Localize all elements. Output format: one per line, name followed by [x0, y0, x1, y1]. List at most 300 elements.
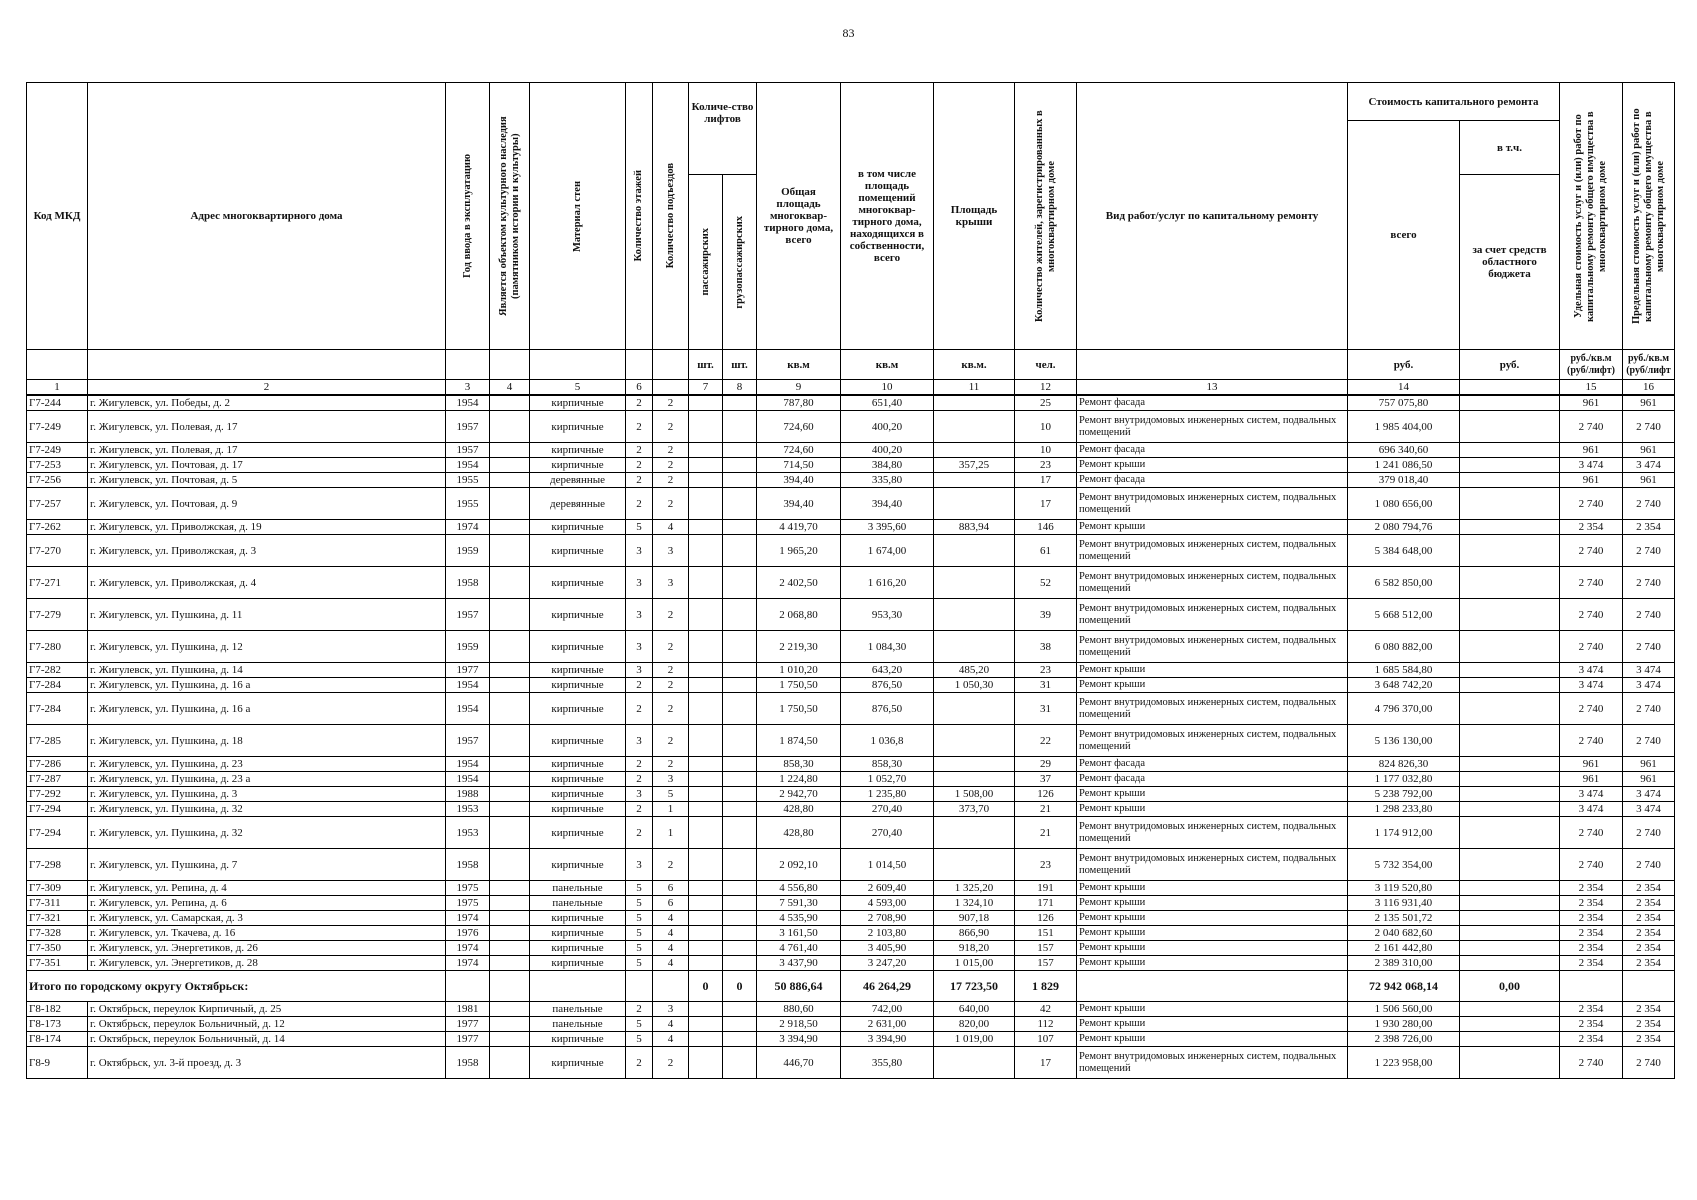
table-row	[27, 725, 1675, 757]
owned-area: 876,50	[841, 678, 934, 693]
total-area: 446,70	[757, 1047, 841, 1079]
cost-total: 6 582 850,00	[1348, 567, 1460, 599]
address: г. Жигулевск, ул. Энергетиков, д. 26	[88, 941, 446, 956]
roof-area	[934, 849, 1015, 881]
heritage	[490, 1047, 530, 1079]
roof-area: 1 325,20	[934, 881, 1015, 896]
address: г. Жигулевск, ул. Репина, д. 4	[88, 881, 446, 896]
roof-area: 640,00	[934, 1002, 1015, 1017]
passenger-lifts	[689, 1002, 723, 1017]
roof-area: 357,25	[934, 458, 1015, 473]
owned-area: 2 103,80	[841, 926, 934, 941]
entrances: 2	[653, 599, 689, 631]
total-area: 4 556,80	[757, 881, 841, 896]
mkd-code: Г7-244	[27, 395, 88, 411]
heritage	[490, 1032, 530, 1047]
cost-regional	[1460, 1002, 1560, 1017]
cost-total: 5 732 354,00	[1348, 849, 1460, 881]
max-cost: 3 474	[1623, 787, 1675, 802]
heritage	[490, 663, 530, 678]
work-type: Ремонт крыши	[1077, 926, 1348, 941]
column-number: 16	[1623, 380, 1675, 396]
heritage	[490, 488, 530, 520]
table-row	[27, 599, 1675, 631]
cost-total: 696 340,60	[1348, 443, 1460, 458]
year: 1954	[446, 458, 490, 473]
heritage	[490, 599, 530, 631]
year: 1977	[446, 663, 490, 678]
owned-area: 270,40	[841, 817, 934, 849]
address: г. Жигулевск, ул. Пушкина, д. 32	[88, 802, 446, 817]
owned-area: 2 708,90	[841, 911, 934, 926]
unit-cost: 2 354	[1560, 1002, 1623, 1017]
floors: 5	[626, 1032, 653, 1047]
entrances: 4	[653, 911, 689, 926]
unit-sqm: кв.м	[757, 350, 841, 380]
max-cost: 3 474	[1623, 663, 1675, 678]
entrances: 2	[653, 631, 689, 663]
wall-material: кирпичные	[530, 395, 626, 411]
subtotal-roof-area: 17 723,50	[934, 971, 1015, 1002]
passenger-lifts	[689, 693, 723, 725]
year: 1958	[446, 1047, 490, 1079]
roof-area	[934, 725, 1015, 757]
freight-lifts	[723, 458, 757, 473]
freight-lifts	[723, 1047, 757, 1079]
work-type: Ремонт крыши	[1077, 896, 1348, 911]
heritage	[490, 458, 530, 473]
freight-lifts	[723, 802, 757, 817]
entrances: 3	[653, 535, 689, 567]
year: 1974	[446, 520, 490, 535]
table-row	[27, 411, 1675, 443]
year: 1981	[446, 1002, 490, 1017]
cost-regional	[1460, 488, 1560, 520]
passenger-lifts	[689, 956, 723, 971]
header-entrances: Количество подъездов	[664, 163, 676, 269]
freight-lifts	[723, 787, 757, 802]
wall-material: кирпичные	[530, 678, 626, 693]
heritage	[490, 941, 530, 956]
wall-material: кирпичные	[530, 663, 626, 678]
passenger-lifts	[689, 631, 723, 663]
table-row	[27, 567, 1675, 599]
roof-area: 1 324,10	[934, 896, 1015, 911]
wall-material: кирпичные	[530, 772, 626, 787]
column-number: 1	[27, 380, 88, 396]
year: 1957	[446, 443, 490, 458]
entrances: 3	[653, 1002, 689, 1017]
max-cost: 961	[1623, 473, 1675, 488]
residents: 112	[1015, 1017, 1077, 1032]
owned-area: 3 394,90	[841, 1032, 934, 1047]
entrances: 2	[653, 849, 689, 881]
work-type: Ремонт фасада	[1077, 757, 1348, 772]
cost-regional	[1460, 926, 1560, 941]
residents: 126	[1015, 911, 1077, 926]
header-work-type: Вид работ/услуг по капитальному ремонту	[1077, 83, 1348, 350]
roof-area: 918,20	[934, 941, 1015, 956]
mkd-code: Г7-350	[27, 941, 88, 956]
unit-cost: 3 474	[1560, 458, 1623, 473]
passenger-lifts	[689, 941, 723, 956]
passenger-lifts	[689, 926, 723, 941]
roof-area	[934, 772, 1015, 787]
floors: 5	[626, 926, 653, 941]
cost-regional	[1460, 849, 1560, 881]
owned-area: 876,50	[841, 693, 934, 725]
owned-area: 742,00	[841, 1002, 934, 1017]
floors: 5	[626, 941, 653, 956]
heritage	[490, 772, 530, 787]
cost-regional	[1460, 693, 1560, 725]
header-roof-area: Площадь крыши	[934, 83, 1015, 350]
cost-total: 4 796 370,00	[1348, 693, 1460, 725]
unit-cost: 2 354	[1560, 911, 1623, 926]
total-area: 2 918,50	[757, 1017, 841, 1032]
work-type: Ремонт внутридомовых инженерных систем, подвальных помещений	[1077, 411, 1348, 443]
mkd-code: Г8-182	[27, 1002, 88, 1017]
year: 1957	[446, 599, 490, 631]
table-row	[27, 757, 1675, 772]
year: 1988	[446, 787, 490, 802]
page-number: 83	[842, 26, 855, 40]
entrances: 2	[653, 458, 689, 473]
entrances: 6	[653, 896, 689, 911]
entrances: 2	[653, 395, 689, 411]
unit-cost: 3 474	[1560, 663, 1623, 678]
total-area: 4 419,70	[757, 520, 841, 535]
cost-total: 2 161 442,80	[1348, 941, 1460, 956]
column-number: 6	[626, 380, 653, 396]
address: г. Жигулевск, ул. Пушкина, д. 23	[88, 757, 446, 772]
wall-material: панельные	[530, 1017, 626, 1032]
year: 1974	[446, 911, 490, 926]
entrances: 6	[653, 881, 689, 896]
passenger-lifts	[689, 1017, 723, 1032]
cost-regional	[1460, 802, 1560, 817]
work-type: Ремонт крыши	[1077, 787, 1348, 802]
table-row	[27, 395, 1675, 411]
table-row	[27, 849, 1675, 881]
passenger-lifts	[689, 678, 723, 693]
column-number: 14	[1348, 380, 1460, 396]
wall-material: кирпичные	[530, 443, 626, 458]
unit-cost: 2 740	[1560, 411, 1623, 443]
roof-area: 883,94	[934, 520, 1015, 535]
work-type: Ремонт крыши	[1077, 678, 1348, 693]
year: 1959	[446, 631, 490, 663]
wall-material: кирпичные	[530, 535, 626, 567]
table-row	[27, 956, 1675, 971]
entrances: 4	[653, 520, 689, 535]
subtotal-freight: 0	[723, 971, 757, 1002]
cost-total: 2 080 794,76	[1348, 520, 1460, 535]
wall-material: кирпичные	[530, 802, 626, 817]
roof-area	[934, 535, 1015, 567]
mkd-code: Г7-256	[27, 473, 88, 488]
total-area: 2 402,50	[757, 567, 841, 599]
entrances: 2	[653, 678, 689, 693]
heritage	[490, 411, 530, 443]
owned-area: 400,20	[841, 443, 934, 458]
address: г. Октябрьск, переулок Больничный, д. 12	[88, 1017, 446, 1032]
cost-regional	[1460, 443, 1560, 458]
header-cost-total: всего	[1348, 121, 1460, 350]
unit-cost: 2 354	[1560, 1017, 1623, 1032]
address: г. Жигулевск, ул. Пушкина, д. 14	[88, 663, 446, 678]
wall-material: кирпичные	[530, 567, 626, 599]
wall-material: кирпичные	[530, 926, 626, 941]
roof-area	[934, 757, 1015, 772]
floors: 5	[626, 881, 653, 896]
cost-regional	[1460, 1032, 1560, 1047]
floors: 5	[626, 911, 653, 926]
wall-material: кирпичные	[530, 941, 626, 956]
freight-lifts	[723, 911, 757, 926]
unit-cost: 2 354	[1560, 881, 1623, 896]
floors: 3	[626, 535, 653, 567]
unit-rate: руб./кв.м (руб/лифт)	[1560, 350, 1623, 380]
cost-total: 1 685 584,80	[1348, 663, 1460, 678]
residents: 37	[1015, 772, 1077, 787]
residents: 23	[1015, 663, 1077, 678]
unit-rub: руб.	[1348, 350, 1460, 380]
work-type: Ремонт крыши	[1077, 458, 1348, 473]
table-row	[27, 631, 1675, 663]
heritage	[490, 443, 530, 458]
address: г. Жигулевск, ул. Победы, д. 2	[88, 395, 446, 411]
cost-total: 824 826,30	[1348, 757, 1460, 772]
work-type: Ремонт крыши	[1077, 956, 1348, 971]
cost-regional	[1460, 941, 1560, 956]
address: г. Жигулевск, ул. Почтовая, д. 17	[88, 458, 446, 473]
freight-lifts	[723, 520, 757, 535]
cost-total: 1 223 958,00	[1348, 1047, 1460, 1079]
wall-material: кирпичные	[530, 411, 626, 443]
cost-regional	[1460, 631, 1560, 663]
residents: 171	[1015, 896, 1077, 911]
passenger-lifts	[689, 488, 723, 520]
entrances: 4	[653, 1032, 689, 1047]
heritage	[490, 802, 530, 817]
passenger-lifts	[689, 395, 723, 411]
total-area: 1 010,20	[757, 663, 841, 678]
max-cost: 2 354	[1623, 911, 1675, 926]
max-cost: 2 354	[1623, 926, 1675, 941]
owned-area: 3 405,90	[841, 941, 934, 956]
mkd-code: Г7-253	[27, 458, 88, 473]
year: 1975	[446, 881, 490, 896]
heritage	[490, 395, 530, 411]
freight-lifts	[723, 725, 757, 757]
heritage	[490, 535, 530, 567]
residents: 23	[1015, 458, 1077, 473]
mkd-code: Г7-321	[27, 911, 88, 926]
address: г. Жигулевск, ул. Пушкина, д. 12	[88, 631, 446, 663]
residents: 17	[1015, 1047, 1077, 1079]
total-area: 3 437,90	[757, 956, 841, 971]
empty	[1077, 971, 1348, 1002]
mkd-code: Г7-262	[27, 520, 88, 535]
total-area: 4 761,40	[757, 941, 841, 956]
freight-lifts	[723, 663, 757, 678]
max-cost: 961	[1623, 395, 1675, 411]
mkd-code: Г8-173	[27, 1017, 88, 1032]
capital-repair-table	[26, 82, 1675, 1079]
floors: 3	[626, 599, 653, 631]
roof-area	[934, 631, 1015, 663]
passenger-lifts	[689, 802, 723, 817]
freight-lifts	[723, 772, 757, 787]
address: г. Жигулевск, ул. Пушкина, д. 3	[88, 787, 446, 802]
residents: 42	[1015, 1002, 1077, 1017]
freight-lifts	[723, 488, 757, 520]
table-row	[27, 802, 1675, 817]
max-cost: 2 740	[1623, 535, 1675, 567]
passenger-lifts	[689, 725, 723, 757]
roof-area	[934, 395, 1015, 411]
wall-material: панельные	[530, 896, 626, 911]
passenger-lifts	[689, 411, 723, 443]
entrances: 2	[653, 757, 689, 772]
owned-area: 1 052,70	[841, 772, 934, 787]
floors: 2	[626, 1002, 653, 1017]
year: 1954	[446, 693, 490, 725]
passenger-lifts	[689, 1047, 723, 1079]
mkd-code: Г7-311	[27, 896, 88, 911]
cost-regional	[1460, 772, 1560, 787]
address: г. Жигулевск, ул. Почтовая, д. 5	[88, 473, 446, 488]
residents: 52	[1015, 567, 1077, 599]
table-row	[27, 458, 1675, 473]
max-cost: 3 474	[1623, 458, 1675, 473]
header-cost: Стоимость капитального ремонта	[1348, 83, 1560, 121]
entrances: 1	[653, 817, 689, 849]
table-row	[27, 535, 1675, 567]
residents: 38	[1015, 631, 1077, 663]
unit-cost: 2 740	[1560, 488, 1623, 520]
column-number	[1460, 380, 1560, 396]
mkd-code: Г7-292	[27, 787, 88, 802]
work-type: Ремонт внутридомовых инженерных систем, подвальных помещений	[1077, 488, 1348, 520]
table-row	[27, 817, 1675, 849]
cost-total: 1 080 656,00	[1348, 488, 1460, 520]
wall-material: панельные	[530, 1002, 626, 1017]
year: 1975	[446, 896, 490, 911]
residents: 157	[1015, 941, 1077, 956]
unit-cost: 961	[1560, 395, 1623, 411]
max-cost: 2 354	[1623, 956, 1675, 971]
max-cost: 3 474	[1623, 678, 1675, 693]
passenger-lifts	[689, 817, 723, 849]
empty	[1560, 971, 1623, 1002]
freight-lifts	[723, 1032, 757, 1047]
entrances: 1	[653, 802, 689, 817]
total-area: 394,40	[757, 473, 841, 488]
cost-regional	[1460, 911, 1560, 926]
roof-area: 1 015,00	[934, 956, 1015, 971]
wall-material: деревянные	[530, 473, 626, 488]
floors: 5	[626, 520, 653, 535]
total-area: 428,80	[757, 817, 841, 849]
wall-material: панельные	[530, 881, 626, 896]
residents: 31	[1015, 678, 1077, 693]
address: г. Жигулевск, ул. Энергетиков, д. 28	[88, 956, 446, 971]
owned-area: 1 036,8	[841, 725, 934, 757]
cost-total: 3 648 742,20	[1348, 678, 1460, 693]
passenger-lifts	[689, 757, 723, 772]
unit-pcs: шт.	[689, 350, 723, 380]
freight-lifts	[723, 411, 757, 443]
owned-area: 4 593,00	[841, 896, 934, 911]
floors: 2	[626, 411, 653, 443]
heritage	[490, 473, 530, 488]
residents: 25	[1015, 395, 1077, 411]
wall-material: кирпичные	[530, 956, 626, 971]
cost-total: 1 298 233,80	[1348, 802, 1460, 817]
total-area: 3 161,50	[757, 926, 841, 941]
wall-material: кирпичные	[530, 458, 626, 473]
heritage	[490, 849, 530, 881]
residents: 23	[1015, 849, 1077, 881]
header-cost-incl: в т.ч.	[1460, 121, 1560, 175]
table-row	[27, 520, 1675, 535]
address: г. Жигулевск, ул. Пушкина, д. 32	[88, 817, 446, 849]
year: 1955	[446, 488, 490, 520]
wall-material: кирпичные	[530, 787, 626, 802]
max-cost: 2 740	[1623, 631, 1675, 663]
owned-area: 1 616,20	[841, 567, 934, 599]
heritage	[490, 1017, 530, 1032]
year: 1953	[446, 802, 490, 817]
passenger-lifts	[689, 663, 723, 678]
year: 1957	[446, 725, 490, 757]
entrances: 2	[653, 443, 689, 458]
work-type: Ремонт внутридомовых инженерных систем, подвальных помещений	[1077, 725, 1348, 757]
cost-regional	[1460, 896, 1560, 911]
header-floors: Количество этажей	[633, 170, 644, 262]
max-cost: 2 740	[1623, 411, 1675, 443]
total-area: 1 750,50	[757, 678, 841, 693]
cost-regional	[1460, 725, 1560, 757]
work-type: Ремонт крыши	[1077, 941, 1348, 956]
work-type: Ремонт крыши	[1077, 802, 1348, 817]
cost-regional	[1460, 599, 1560, 631]
owned-area: 1 084,30	[841, 631, 934, 663]
unit-cost: 2 740	[1560, 1047, 1623, 1079]
owned-area: 384,80	[841, 458, 934, 473]
mkd-code: Г7-286	[27, 757, 88, 772]
floors: 2	[626, 1047, 653, 1079]
mkd-code: Г7-280	[27, 631, 88, 663]
wall-material: кирпичные	[530, 631, 626, 663]
total-area: 2 092,10	[757, 849, 841, 881]
work-type: Ремонт крыши	[1077, 520, 1348, 535]
column-number: 5	[530, 380, 626, 396]
cost-regional	[1460, 458, 1560, 473]
wall-material: кирпичные	[530, 520, 626, 535]
entrances: 2	[653, 693, 689, 725]
entrances: 2	[653, 473, 689, 488]
owned-area: 3 395,60	[841, 520, 934, 535]
total-area: 1 224,80	[757, 772, 841, 787]
roof-area	[934, 1047, 1015, 1079]
cost-regional	[1460, 1017, 1560, 1032]
total-area: 1 750,50	[757, 693, 841, 725]
roof-area	[934, 411, 1015, 443]
column-number: 10	[841, 380, 934, 396]
